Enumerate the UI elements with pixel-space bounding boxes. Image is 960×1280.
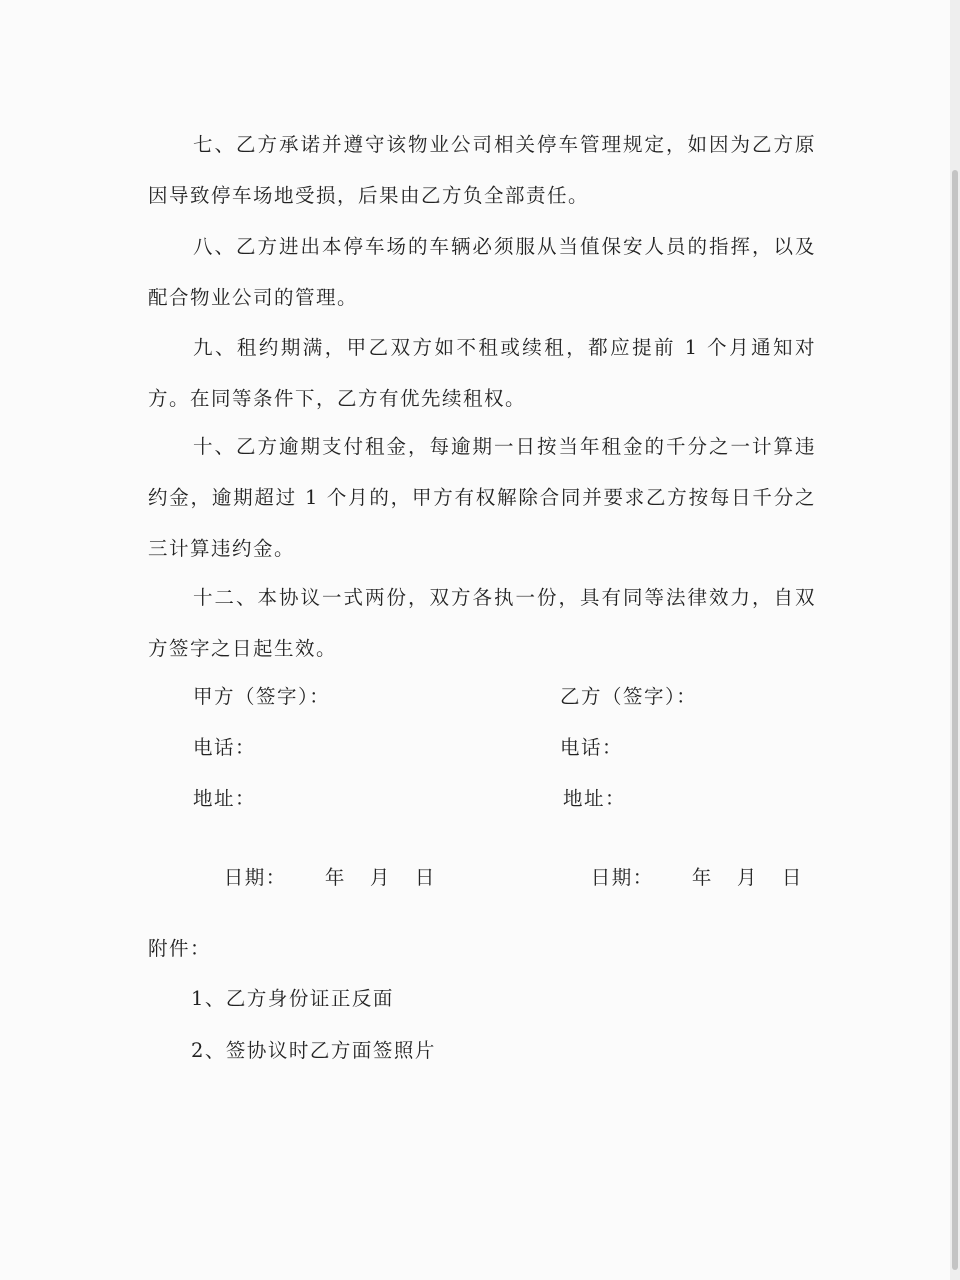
clause-9: 九、租约期满，甲乙双方如不租或续租，都应提前 1 个月通知对方。在同等条件下，乙方有优先续租权。 xyxy=(148,336,816,410)
party-b-date-label: 日期： xyxy=(590,866,654,889)
clause-7: 七、乙方承诺并遵守该物业公司相关停车管理规定，如因为乙方原因导致停车场地受损，后果由乙方负全部责任。 xyxy=(148,133,816,207)
party-b-address-label: 地址： xyxy=(563,787,627,810)
party-b-date-row xyxy=(560,833,803,923)
party-b-phone-label: 电话： xyxy=(560,736,624,759)
attachment-item: 2、签协议时乙方面签照片 xyxy=(191,1039,436,1062)
party-a-date-month: 月 xyxy=(369,866,391,889)
attachments-title: 附件： xyxy=(148,937,212,960)
party-b-signature-label: 乙方（签字）： xyxy=(560,685,698,708)
party-a-date-year: 年 xyxy=(324,866,346,889)
party-b-date-month: 月 xyxy=(736,866,758,889)
party-b-date-year: 年 xyxy=(691,866,713,889)
party-a-date-row xyxy=(193,833,436,923)
clause-8: 八、乙方进出本停车场的车辆必须服从当值保安人员的指挥，以及配合物业公司的管理。 xyxy=(148,235,816,309)
scrollbar-thumb[interactable] xyxy=(952,170,958,1270)
party-b-date-day: 日 xyxy=(781,866,803,889)
party-a-date-day: 日 xyxy=(414,866,436,889)
scrollbar[interactable] xyxy=(950,0,960,1280)
party-a-phone-label: 电话： xyxy=(193,736,257,759)
clause-10: 十、乙方逾期支付租金，每逾期一日按当年租金的千分之一计算违约金，逾期超过 1 个月的，甲方有权解除合同并要求乙方按每日千分之三计算违约金。 xyxy=(148,435,816,560)
party-a-date-label: 日期： xyxy=(223,866,287,889)
party-a-address-label: 地址： xyxy=(193,787,257,810)
attachment-item: 1、乙方身份证正反面 xyxy=(191,987,394,1010)
party-a-signature-label: 甲方（签字）： xyxy=(193,685,331,708)
clause-12: 十二、本协议一式两份，双方各执一份，具有同等法律效力，自双方签字之日起生效。 xyxy=(148,586,816,660)
